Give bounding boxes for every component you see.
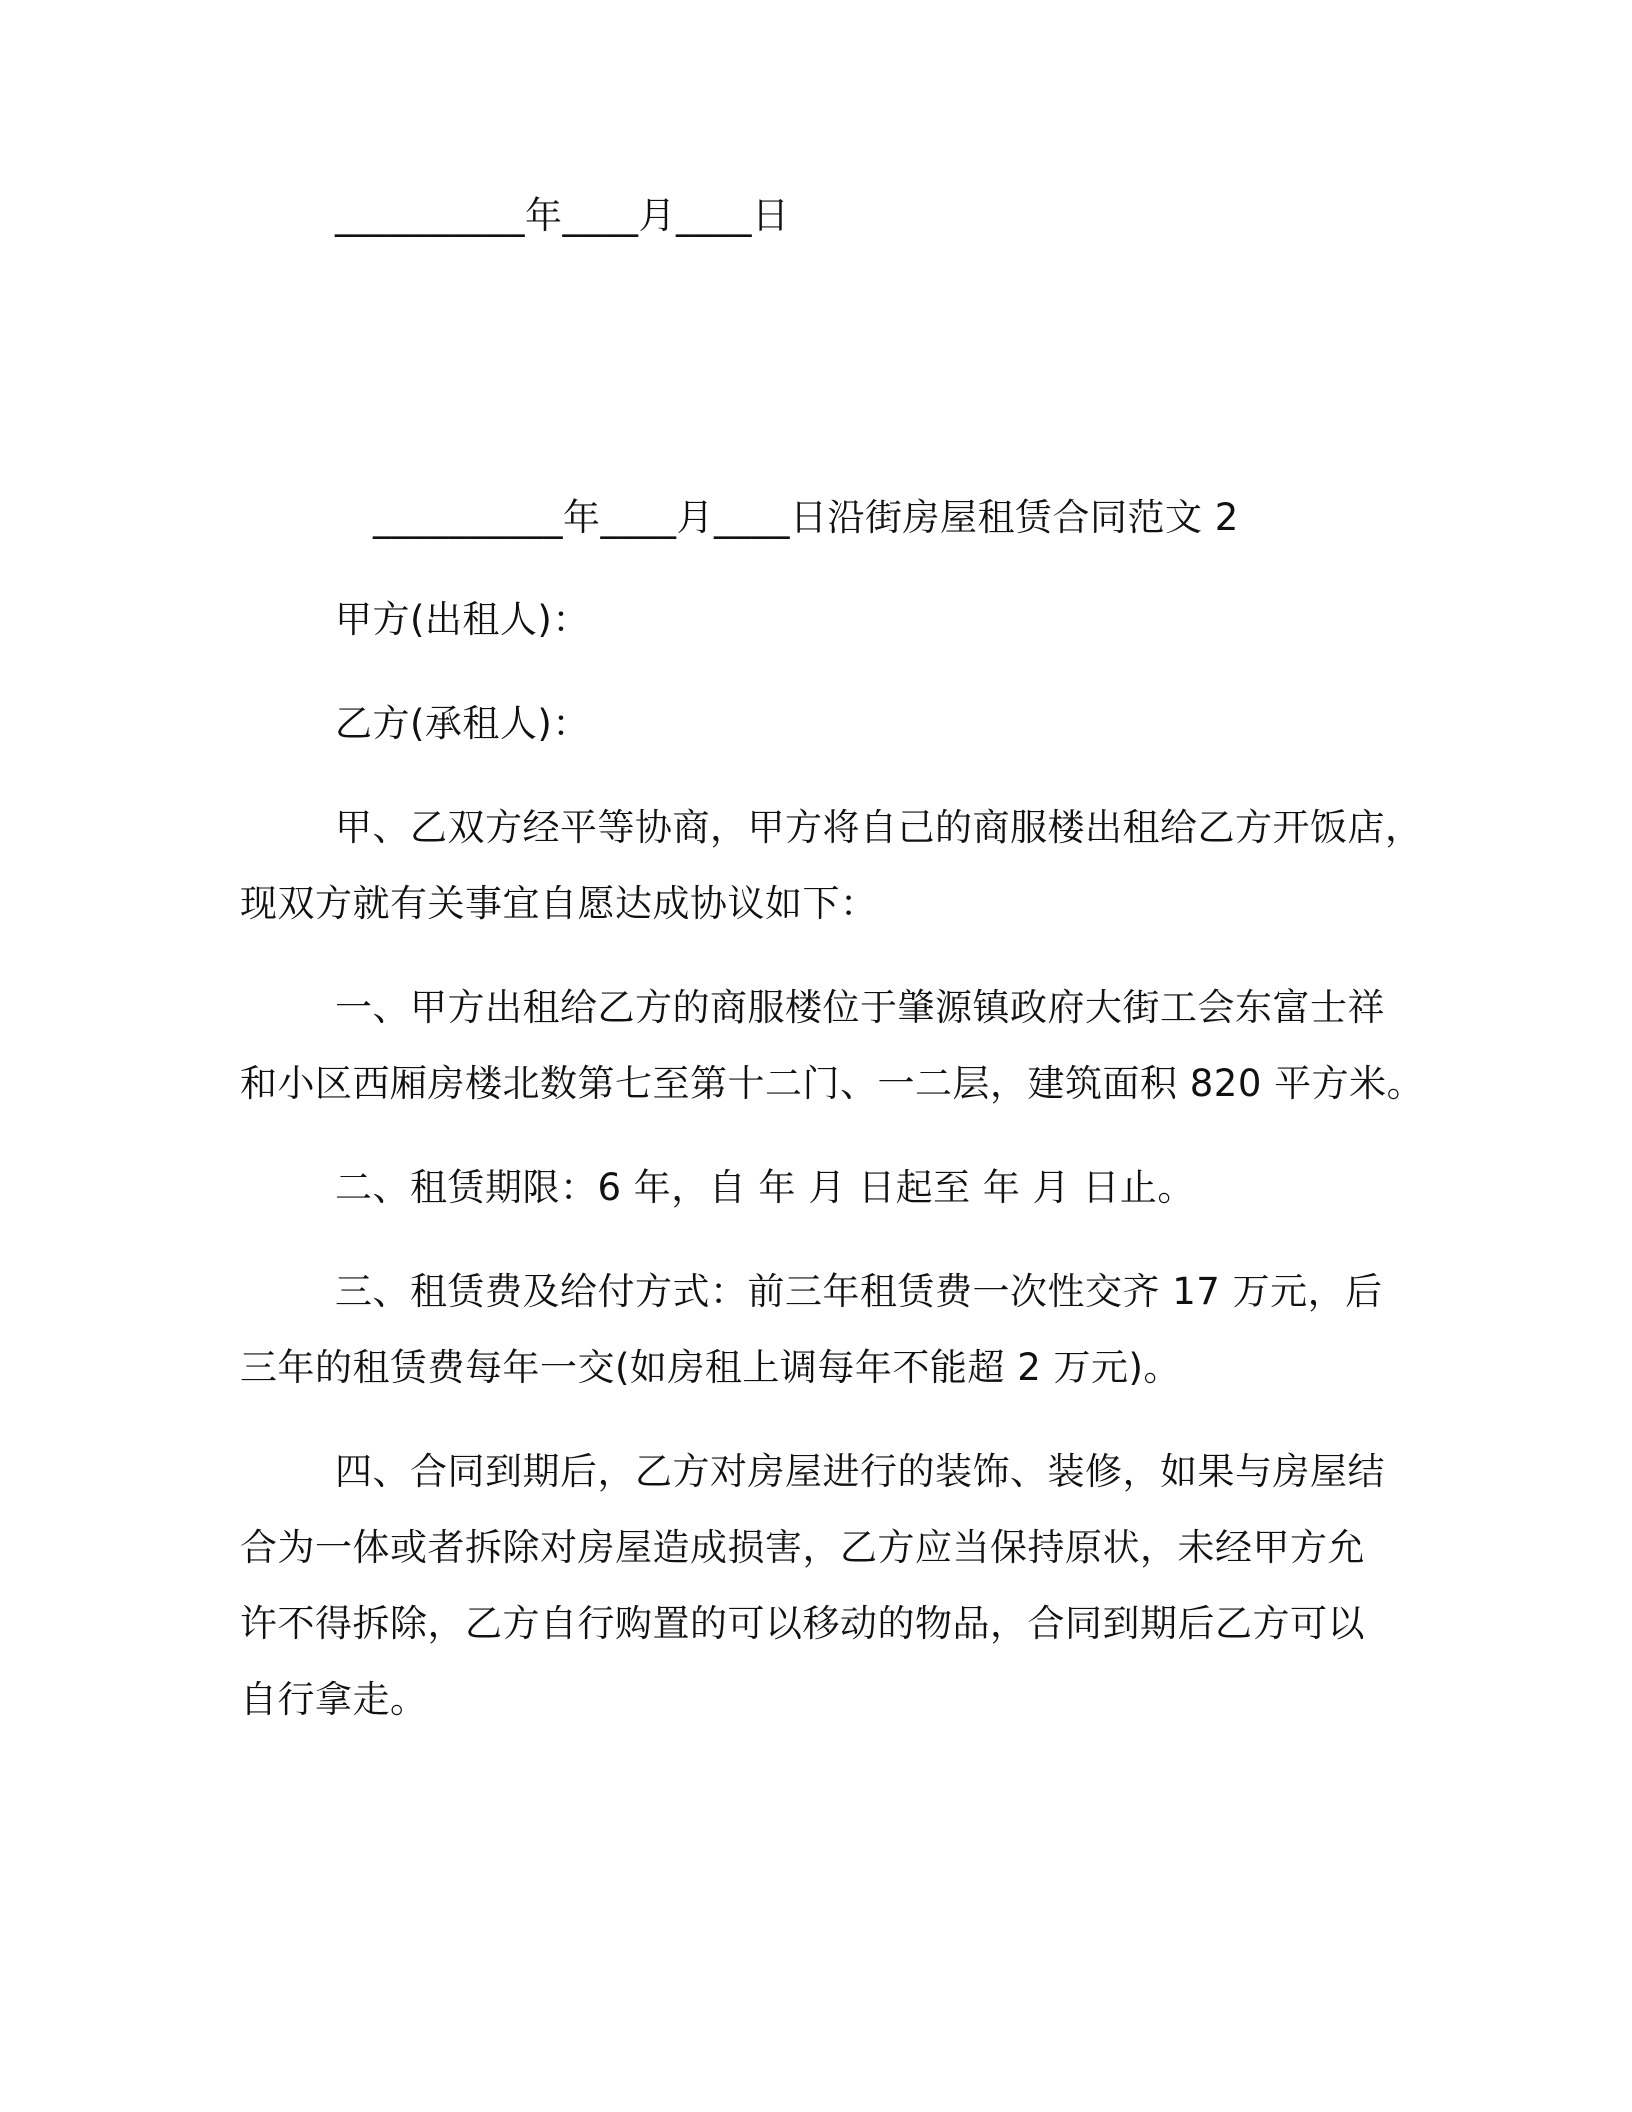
party-b-line: 乙方(承租人)： <box>335 702 590 745</box>
party-a-line: 甲方(出租人)： <box>335 598 590 641</box>
document-title: __________年____月____日沿街房屋租赁合同范文 2 <box>373 496 1239 539</box>
clause4-line-1: 四、合同到期后，乙方对房屋进行的装饰、装修，如果与房屋结 <box>335 1450 1385 1493</box>
date-line: __________年____月____日 <box>335 194 790 237</box>
intro-line-1: 甲、乙双方经平等协商，甲方将自己的商服楼出租给乙方开饭店， <box>335 806 1423 849</box>
clause4-line-4: 自行拿走。 <box>240 1678 428 1721</box>
clause4-line-2: 合为一体或者拆除对房屋造成损害，乙方应当保持原状，未经甲方允 <box>240 1526 1365 1569</box>
clause3-line-2: 三年的租赁费每年一交(如房租上调每年不能超 2 万元)。 <box>240 1346 1181 1389</box>
clause3-line-1: 三、租赁费及给付方式：前三年租赁费一次性交齐 17 万元，后 <box>335 1270 1383 1313</box>
clause4-line-3: 许不得拆除，乙方自行购置的可以移动的物品，合同到期后乙方可以 <box>240 1602 1365 1645</box>
intro-line-2: 现双方就有关事宜自愿达成协议如下： <box>240 882 878 925</box>
clause2-line-1: 二、租赁期限：6 年，自 年 月 日起至 年 月 日止。 <box>335 1166 1195 1209</box>
clause1-line-2: 和小区西厢房楼北数第七至第十二门、一二层，建筑面积 820 平方米。 <box>240 1062 1425 1105</box>
clause1-line-1: 一、甲方出租给乙方的商服楼位于肇源镇政府大街工会东富士祥 <box>335 986 1385 1029</box>
